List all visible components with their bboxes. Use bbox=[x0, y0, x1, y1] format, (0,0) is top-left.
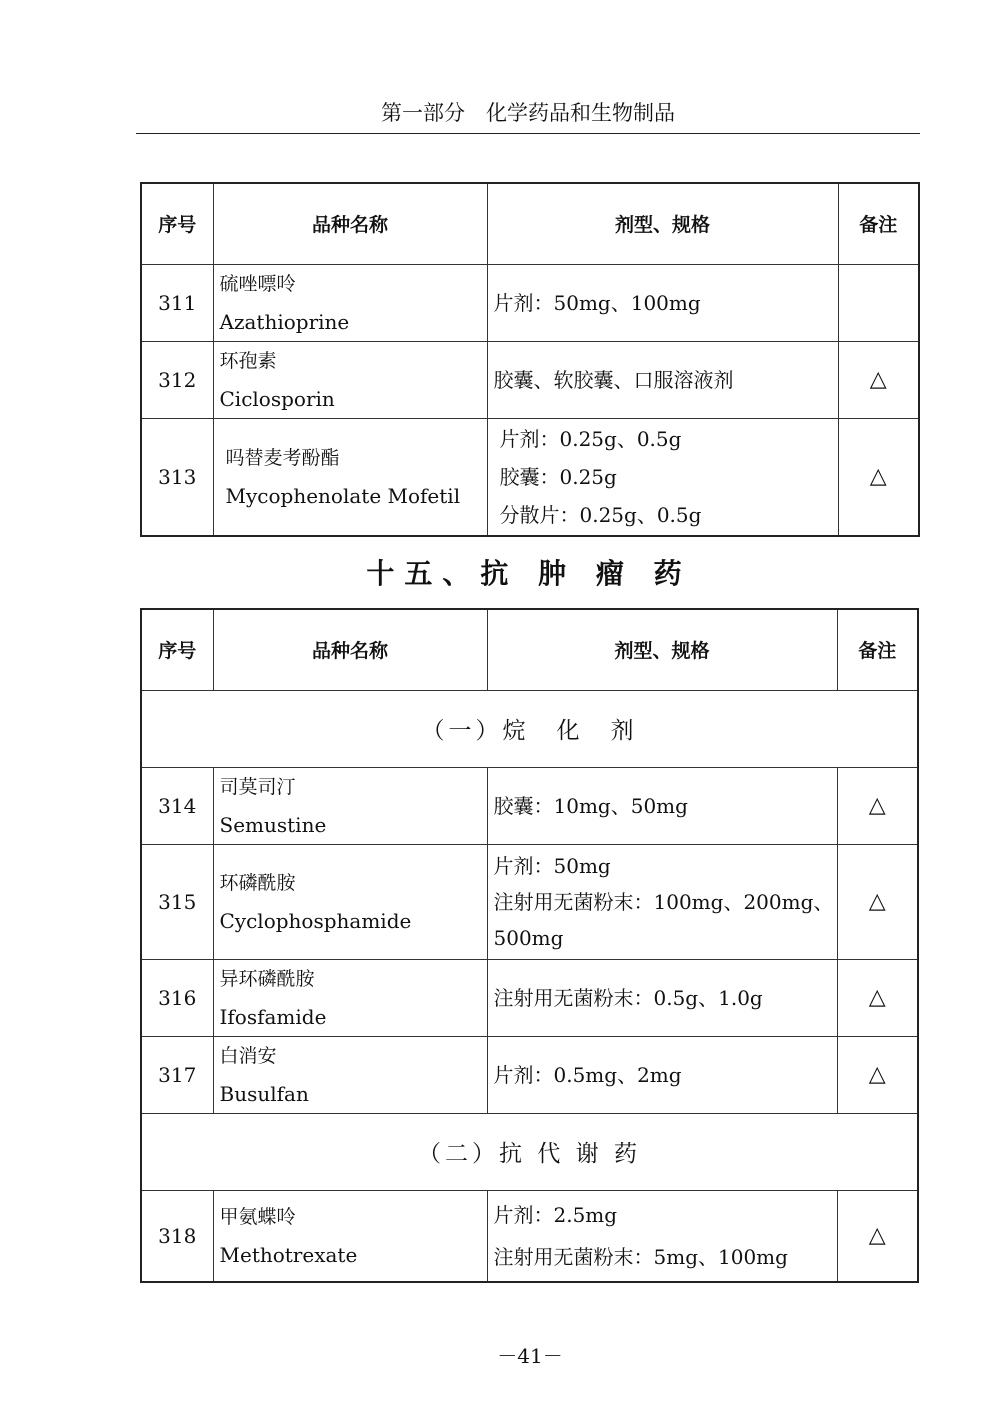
table-row bbox=[141, 767, 918, 844]
table-row bbox=[141, 1190, 918, 1282]
drug-name-cn: 环孢素 bbox=[219, 349, 277, 372]
drug-name-en: Methotrexate bbox=[219, 1242, 358, 1267]
spec-line: 胶囊：0.25g bbox=[499, 464, 617, 489]
row-seq: 314 bbox=[141, 767, 213, 844]
table-row bbox=[141, 418, 919, 536]
table-row bbox=[141, 1036, 918, 1113]
table-header-row bbox=[141, 183, 919, 264]
row-seq: 316 bbox=[141, 959, 213, 1036]
row-spec bbox=[487, 341, 838, 418]
row-seq: 311 bbox=[141, 264, 213, 341]
row-note: △ bbox=[837, 1190, 918, 1282]
spec-line: 片剂：2.5mg bbox=[493, 1202, 618, 1227]
spec-line: 分散片：0.25g、0.5g bbox=[499, 502, 702, 527]
row-seq: 317 bbox=[141, 1036, 213, 1113]
drug-name-cn: 吗替麦考酚酯 bbox=[225, 446, 340, 469]
row-note: △ bbox=[838, 341, 919, 418]
column-header-name: 品种名称 bbox=[213, 183, 487, 264]
column-header-spec: 剂型、规格 bbox=[487, 609, 837, 690]
spec-line: 片剂：0.5mg、2mg bbox=[493, 1062, 682, 1087]
subsection-heading-antimetabolites: （二）抗 代 谢 药 bbox=[141, 1113, 918, 1190]
row-note: △ bbox=[837, 1036, 918, 1113]
row-spec bbox=[487, 1190, 837, 1282]
row-note: △ bbox=[837, 844, 918, 959]
spec-line: 注射用无菌粉末：100mg、200mg、 bbox=[493, 889, 834, 914]
row-name bbox=[213, 844, 487, 959]
row-note: △ bbox=[837, 767, 918, 844]
column-header-note: 备注 bbox=[838, 183, 919, 264]
spec-line: 500mg bbox=[493, 925, 564, 950]
drug-table-antineoplastics bbox=[140, 608, 919, 1283]
row-spec bbox=[487, 767, 837, 844]
subsection-heading-alkylating: （一）烷 化 剂 bbox=[141, 690, 918, 767]
spec-line: 注射用无菌粉末：5mg、100mg bbox=[493, 1244, 788, 1269]
row-spec bbox=[487, 1036, 837, 1113]
drug-name-en: Mycophenolate Mofetil bbox=[225, 483, 461, 508]
drug-name-en: Ciclosporin bbox=[219, 386, 335, 411]
subsection-row bbox=[141, 690, 918, 767]
drug-name-cn: 司莫司汀 bbox=[219, 775, 296, 798]
row-name bbox=[213, 341, 487, 418]
drug-name-cn: 硫唑嘌呤 bbox=[219, 272, 296, 295]
row-spec bbox=[487, 959, 837, 1036]
table-row bbox=[141, 959, 918, 1036]
drug-table-immunosuppressants bbox=[140, 182, 920, 537]
section-title: 十五、抗 肿 瘤 药 bbox=[366, 557, 692, 590]
row-note bbox=[838, 264, 919, 341]
column-header-name: 品种名称 bbox=[213, 609, 487, 690]
row-seq: 312 bbox=[141, 341, 213, 418]
spec-line: 片剂：50mg bbox=[493, 853, 611, 878]
drug-name-en: Ifosfamide bbox=[219, 1004, 327, 1029]
table-header-row bbox=[141, 609, 918, 690]
spec-line: 胶囊、软胶囊、口服溶液剂 bbox=[493, 367, 734, 392]
drug-name-cn: 白消安 bbox=[219, 1044, 277, 1067]
row-seq: 313 bbox=[141, 418, 213, 536]
table-row bbox=[141, 341, 919, 418]
row-spec bbox=[487, 418, 838, 536]
drug-name-en: Semustine bbox=[219, 812, 327, 837]
row-seq: 318 bbox=[141, 1190, 213, 1282]
drug-name-en: Cyclophosphamide bbox=[219, 908, 412, 933]
running-header: 第一部分 化学药品和生物制品 bbox=[136, 96, 920, 134]
row-spec bbox=[487, 844, 837, 959]
row-name bbox=[213, 767, 487, 844]
table-row bbox=[141, 264, 919, 341]
page-number: －41－ bbox=[497, 1344, 563, 1368]
drug-name-en: Busulfan bbox=[219, 1081, 309, 1106]
row-name bbox=[213, 959, 487, 1036]
spec-line: 注射用无菌粉末：0.5g、1.0g bbox=[493, 985, 763, 1010]
table-row bbox=[141, 844, 918, 959]
column-header-seq: 序号 bbox=[141, 609, 213, 690]
column-header-seq: 序号 bbox=[141, 183, 213, 264]
row-name bbox=[213, 264, 487, 341]
spec-line: 胶囊：10mg、50mg bbox=[493, 793, 688, 818]
spec-line: 片剂：0.25g、0.5g bbox=[499, 426, 682, 451]
drug-name-cn: 环磷酰胺 bbox=[219, 871, 296, 894]
row-name bbox=[213, 1190, 487, 1282]
column-header-spec: 剂型、规格 bbox=[487, 183, 838, 264]
row-name bbox=[213, 1036, 487, 1113]
drug-name-cn: 甲氨蝶呤 bbox=[219, 1205, 296, 1228]
row-note: △ bbox=[837, 959, 918, 1036]
drug-name-cn: 异环磷酰胺 bbox=[219, 967, 315, 990]
spec-line: 片剂：50mg、100mg bbox=[493, 290, 701, 315]
subsection-row bbox=[141, 1113, 918, 1190]
row-note: △ bbox=[838, 418, 919, 536]
column-header-note: 备注 bbox=[837, 609, 918, 690]
row-seq: 315 bbox=[141, 844, 213, 959]
drug-name-en: Azathioprine bbox=[219, 309, 350, 334]
row-spec bbox=[487, 264, 838, 341]
row-name bbox=[213, 418, 487, 536]
